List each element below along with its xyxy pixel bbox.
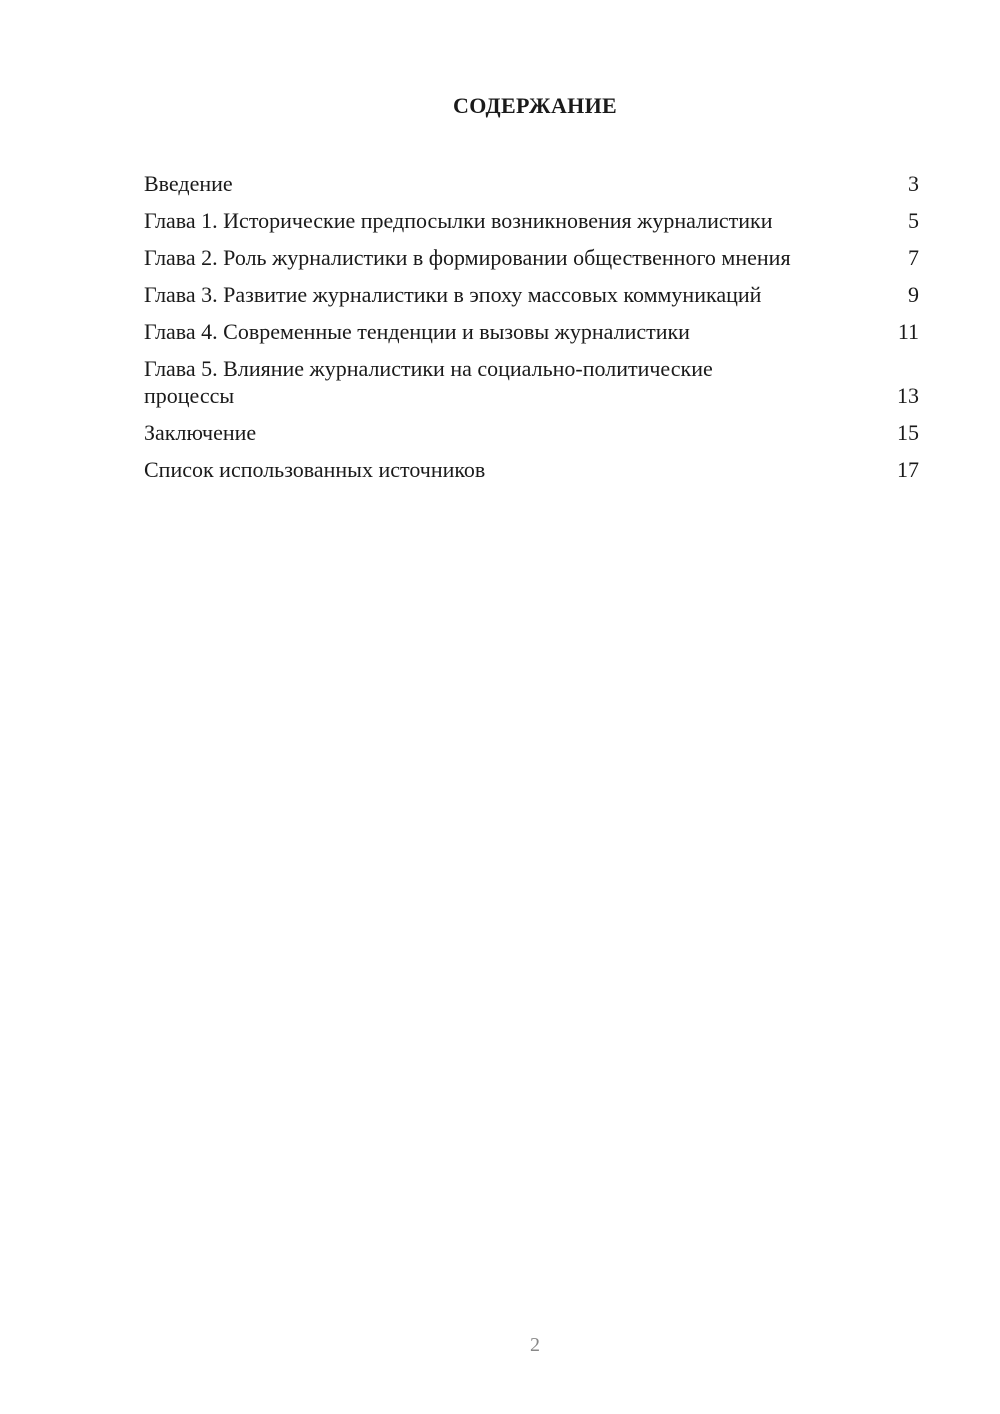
toc-entry-page: 13 bbox=[897, 383, 919, 408]
toc-entry-references[interactable] bbox=[144, 456, 919, 483]
toc-entry-chapter-1[interactable] bbox=[144, 207, 919, 234]
toc-entry-label: Глава 1. Исторические предпосылки возникновения журналистики bbox=[144, 208, 773, 233]
table-of-contents bbox=[144, 170, 919, 493]
toc-entry-chapter-3[interactable] bbox=[144, 281, 919, 308]
toc-entry-label: Заключение bbox=[144, 420, 257, 445]
toc-entry-page: 7 bbox=[908, 245, 919, 270]
toc-entry-label: Введение bbox=[144, 171, 233, 196]
toc-entry-chapter-4[interactable] bbox=[144, 318, 919, 345]
toc-entry-label: Глава 2. Роль журналистики в формировании общественного мнения bbox=[144, 245, 791, 270]
toc-entry-introduction[interactable] bbox=[144, 170, 919, 197]
toc-entry-page: 15 bbox=[897, 420, 919, 445]
toc-entry-page: 11 bbox=[897, 319, 919, 344]
toc-entry-conclusion[interactable] bbox=[144, 419, 919, 446]
toc-entry-page: 17 bbox=[897, 457, 919, 482]
toc-entry-chapter-5[interactable] bbox=[144, 355, 919, 409]
toc-entry-label: Список использованных источников bbox=[144, 457, 486, 482]
toc-title: СОДЕРЖАНИЕ bbox=[453, 93, 617, 118]
page-number: 2 bbox=[530, 1334, 540, 1356]
toc-entry-chapter-2[interactable] bbox=[144, 244, 919, 271]
toc-entry-page: 3 bbox=[908, 171, 919, 196]
toc-entry-label: Глава 3. Развитие журналистики в эпоху массовых коммуникаций bbox=[144, 282, 762, 307]
toc-entry-page: 9 bbox=[908, 282, 919, 307]
toc-entry-label: Глава 4. Современные тенденции и вызовы журналистики bbox=[144, 319, 690, 344]
toc-entry-label: Глава 5. Влияние журналистики на социально-политические процессы bbox=[144, 356, 713, 408]
toc-entry-page: 5 bbox=[908, 208, 919, 233]
